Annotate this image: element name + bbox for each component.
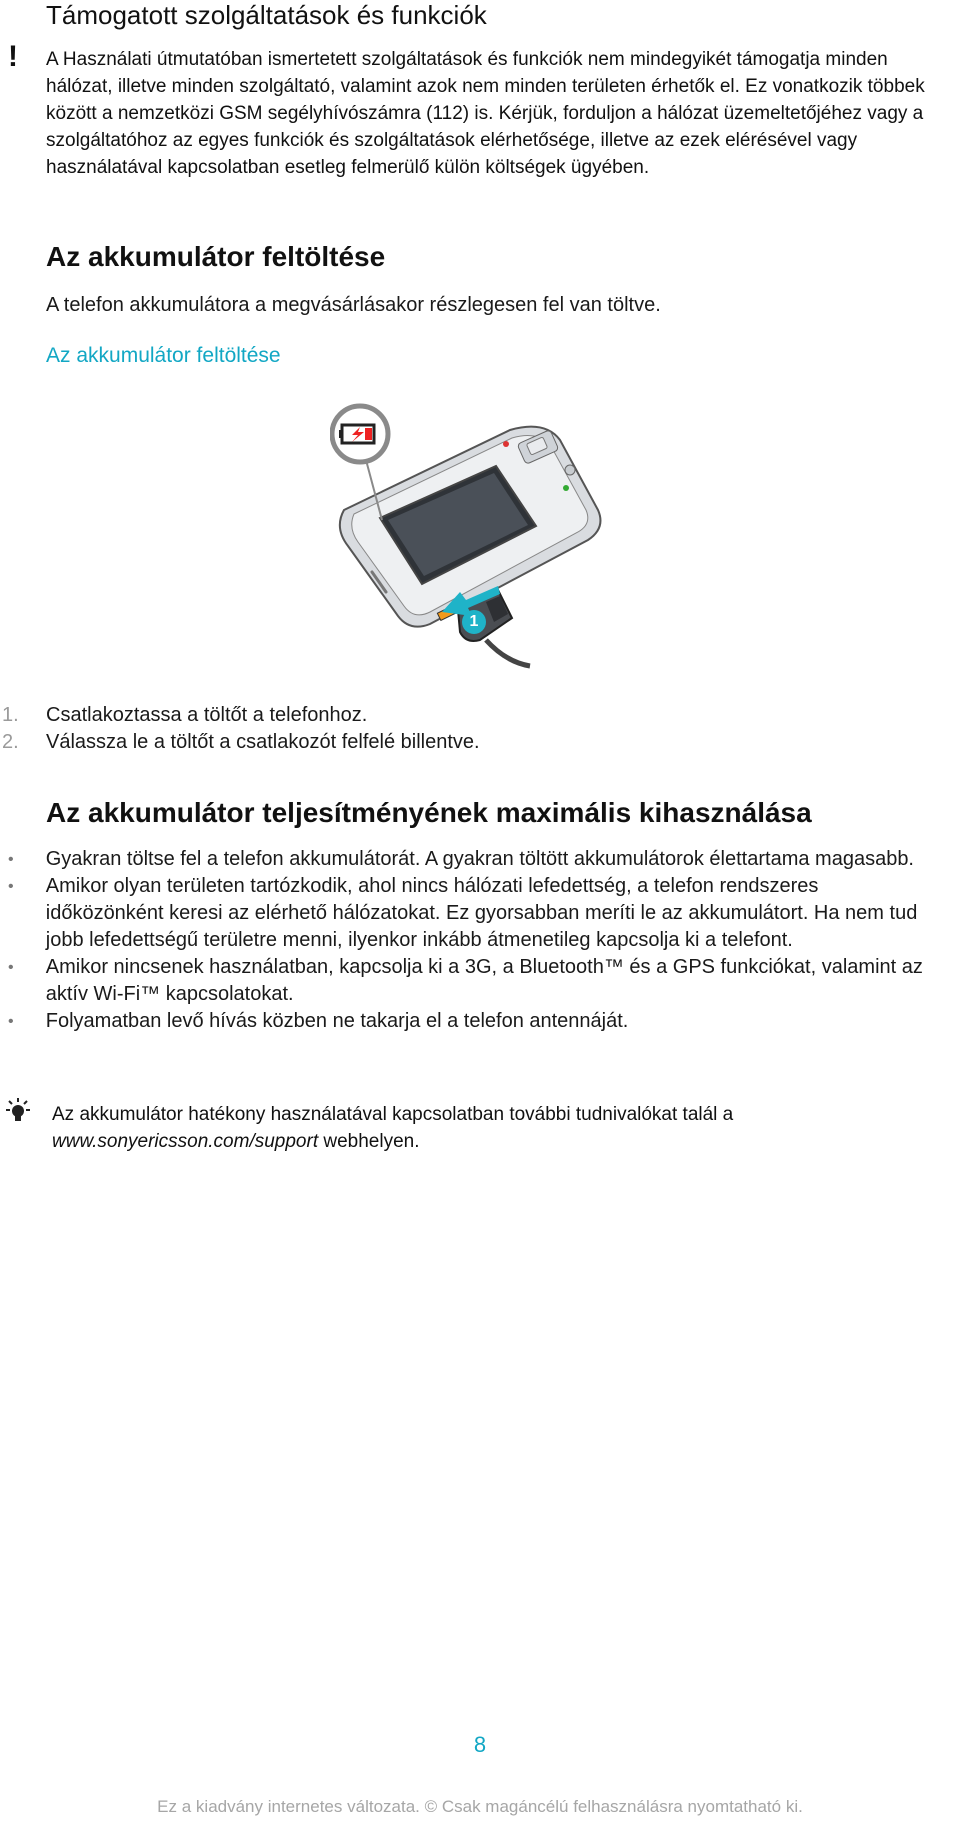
tip-text: [52, 1101, 932, 1155]
charging-steps: [0, 702, 940, 756]
charging-intro: A telefon akkumulátora a megvásárlásakor részlegesen fel van töltve.: [46, 294, 661, 316]
bullet-dot: •: [8, 959, 14, 976]
bullet-dot: •: [8, 1013, 14, 1030]
tip-text-after: webhelyen.: [318, 1131, 420, 1152]
support-link[interactable]: www.sonyericsson.com/support: [52, 1131, 319, 1152]
bullet-text: Amikor olyan területen tartózkodik, ahol nincs hálózati lefedettség, a telefon rendszeres időközönként keresi az elérhető hálózatokat. Ez gyorsabban meríti le az akkumulátort. Ha nem tud jobb lefedettségű területre menni, ilyenkor inkább átmenetileg kapcsolja ki a telefont.: [45, 875, 918, 951]
phone-charging-illustration: [330, 400, 630, 675]
list-item: [0, 729, 940, 756]
tip-text-before: Az akkumulátor hatékony használatával kapcsolatban további tudnivalókat talál a: [52, 1104, 734, 1125]
bullet-dot: •: [8, 851, 14, 868]
bullet-text: Amikor nincsenek használatban, kapcsolja ki a 3G, a Bluetooth™ és a GPS funkciókat, valamint az aktív Wi-Fi™ kapcsolatokat.: [45, 956, 923, 1005]
bullet-text: Folyamatban levő hívás közben ne takarja el a telefon antennáját.: [45, 1010, 629, 1032]
step-number: 2.: [2, 731, 19, 753]
step-text: Válassza le a töltőt a csatlakozót felfelé billentve.: [46, 731, 480, 753]
bullet-text: Gyakran töltse fel a telefon akkumulátorát. A gyakran töltött akkumulátorok élettartama magasabb.: [45, 848, 914, 870]
list-item: [0, 846, 940, 873]
step-number: 1.: [2, 704, 19, 726]
notice-text: A Használati útmutatóban ismertetett szolgáltatások és funkciók nem mindegyikét támogatja minden hálózat, illetve minden szolgáltató, valamint azok nem minden területen érhetők el. Ez vonatkozik többek között a nemzetközi GSM segélyhívószámra (112) is. Kérjük, forduljon a hálózat üzemeltetőjéhez vagy a szolgáltatóhoz az egyes funkciók és szolgáltatások elérhetősége, illetve az ezek elérésével vagy használatával kapcsolatban esetleg felmerülő külön költségek ügyében.: [46, 49, 925, 178]
list-item: [0, 873, 940, 954]
performance-bullets: [0, 846, 940, 1035]
lightbulb-icon: [2, 1096, 34, 1133]
notice-heading: Támogatott szolgáltatások és funkciók: [46, 0, 487, 30]
list-item: [0, 954, 940, 1008]
list-item: [0, 702, 940, 729]
charging-heading: Az akkumulátor feltöltése: [46, 241, 386, 272]
performance-heading: Az akkumulátor teljesítményének maximális kihasználása: [46, 797, 812, 828]
page-number: 8: [473, 1732, 487, 1757]
exclamation-icon: !: [8, 40, 18, 73]
list-item: [0, 1008, 940, 1035]
bullet-dot: •: [8, 878, 14, 895]
charging-subheading: Az akkumulátor feltöltése: [46, 344, 281, 367]
callout-number-badge: 1: [462, 610, 486, 634]
step-text: Csatlakoztassa a töltőt a telefonhoz.: [46, 704, 368, 726]
battery-charging-icon: [339, 425, 374, 443]
page-footer: Ez a kiadvány internetes változata. © Csak magáncélú felhasználásra nyomtatható ki.: [157, 1797, 803, 1816]
